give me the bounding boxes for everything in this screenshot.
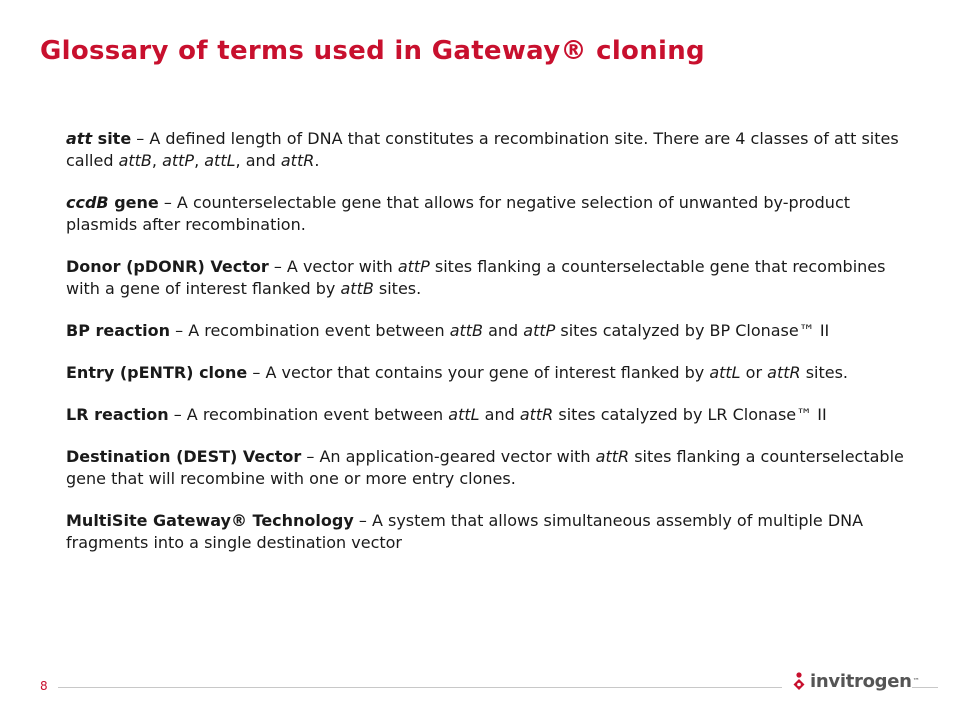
glossary-term: site <box>92 129 132 148</box>
glossary-entry <box>66 192 916 236</box>
glossary-entry <box>66 446 916 490</box>
glossary-definition-text: and <box>483 321 524 340</box>
glossary-term: Donor (pDONR) Vector <box>66 257 269 276</box>
glossary-list <box>66 128 916 574</box>
invitrogen-logo <box>792 668 920 694</box>
glossary-entry <box>66 128 916 172</box>
glossary-definition-text: . <box>314 151 320 170</box>
glossary-definition-text: sites flanking a counterselectable gene that recombines with a gene of interest flanked by <box>66 257 886 298</box>
glossary-definition-text: attB <box>118 151 152 170</box>
glossary-definition-text: – A recombination event between <box>170 321 450 340</box>
glossary-term: LR reaction <box>66 405 169 424</box>
glossary-definition-text: attL <box>709 363 741 382</box>
glossary-definition-text: – A recombination event between <box>168 405 449 424</box>
glossary-definition-text: sites flanking a counterselectable gene that will recombine with one or more entry clones. <box>66 447 904 488</box>
glossary-definition-text: – A system that allows simultaneous assembly of multiple DNA fragments into a single destination vector <box>66 511 864 552</box>
glossary-definition-text: attB <box>449 321 484 340</box>
logo-wordmark: invitrogen <box>810 670 912 692</box>
glossary-definition-text: attL <box>204 151 236 170</box>
glossary-definition-text: – A defined length of DNA that constitutes a recombination site. There are 4 classes of att sites called <box>66 129 899 170</box>
invitrogen-logo-icon <box>792 672 806 690</box>
glossary-definition-text: sites catalyzed by LR Clonase™ II <box>553 405 827 424</box>
glossary-term: MultiSite Gateway® Technology <box>66 511 354 530</box>
glossary-term: gene <box>108 193 159 212</box>
glossary-definition-text: attR <box>767 363 801 382</box>
glossary-definition-text: sites. <box>373 279 422 298</box>
glossary-definition-text: attP <box>523 321 556 340</box>
glossary-term: BP reaction <box>66 321 171 340</box>
glossary-definition-text: attR <box>519 405 554 424</box>
glossary-term: Entry (pENTR) clone <box>66 363 248 382</box>
glossary-definition-text: sites catalyzed by BP Clonase™ II <box>555 321 830 340</box>
glossary-definition-text: attL <box>448 405 480 424</box>
glossary-entry <box>66 320 916 342</box>
glossary-definition-text: – An application-geared vector with <box>301 447 596 466</box>
glossary-entry <box>66 404 916 426</box>
slide-title: Glossary of terms used in Gateway® cloning <box>40 36 705 66</box>
logo-trademark: ™ <box>912 677 920 685</box>
glossary-definition-text: attB <box>340 279 374 298</box>
footer-rule-left <box>58 687 782 688</box>
glossary-definition-text: – A counterselectable gene that allows for negative selection of unwanted by-product plasmids after recombination. <box>66 193 851 234</box>
glossary-definition-text: attP <box>397 257 430 276</box>
glossary-term: ccdB <box>66 193 109 212</box>
glossary-definition-text: sites. <box>800 363 849 382</box>
glossary-term: Destination (DEST) Vector <box>66 447 302 466</box>
glossary-definition-text: – A vector with <box>268 257 398 276</box>
glossary-definition-text: – A vector that contains your gene of interest flanked by <box>247 363 710 382</box>
glossary-definition-text: or <box>740 363 768 382</box>
glossary-entry <box>66 510 916 554</box>
glossary-definition-text: , <box>151 151 163 170</box>
glossary-definition-text: attR <box>280 151 315 170</box>
glossary-definition-text: , <box>194 151 205 170</box>
glossary-definition-text: and <box>479 405 520 424</box>
glossary-definition-text: attR <box>595 447 630 466</box>
glossary-entry <box>66 362 916 384</box>
page-number: 8 <box>40 679 48 693</box>
glossary-definition-text: , and <box>235 151 281 170</box>
glossary-term: att <box>66 129 93 148</box>
glossary-entry <box>66 256 916 300</box>
glossary-definition-text: attP <box>162 151 195 170</box>
